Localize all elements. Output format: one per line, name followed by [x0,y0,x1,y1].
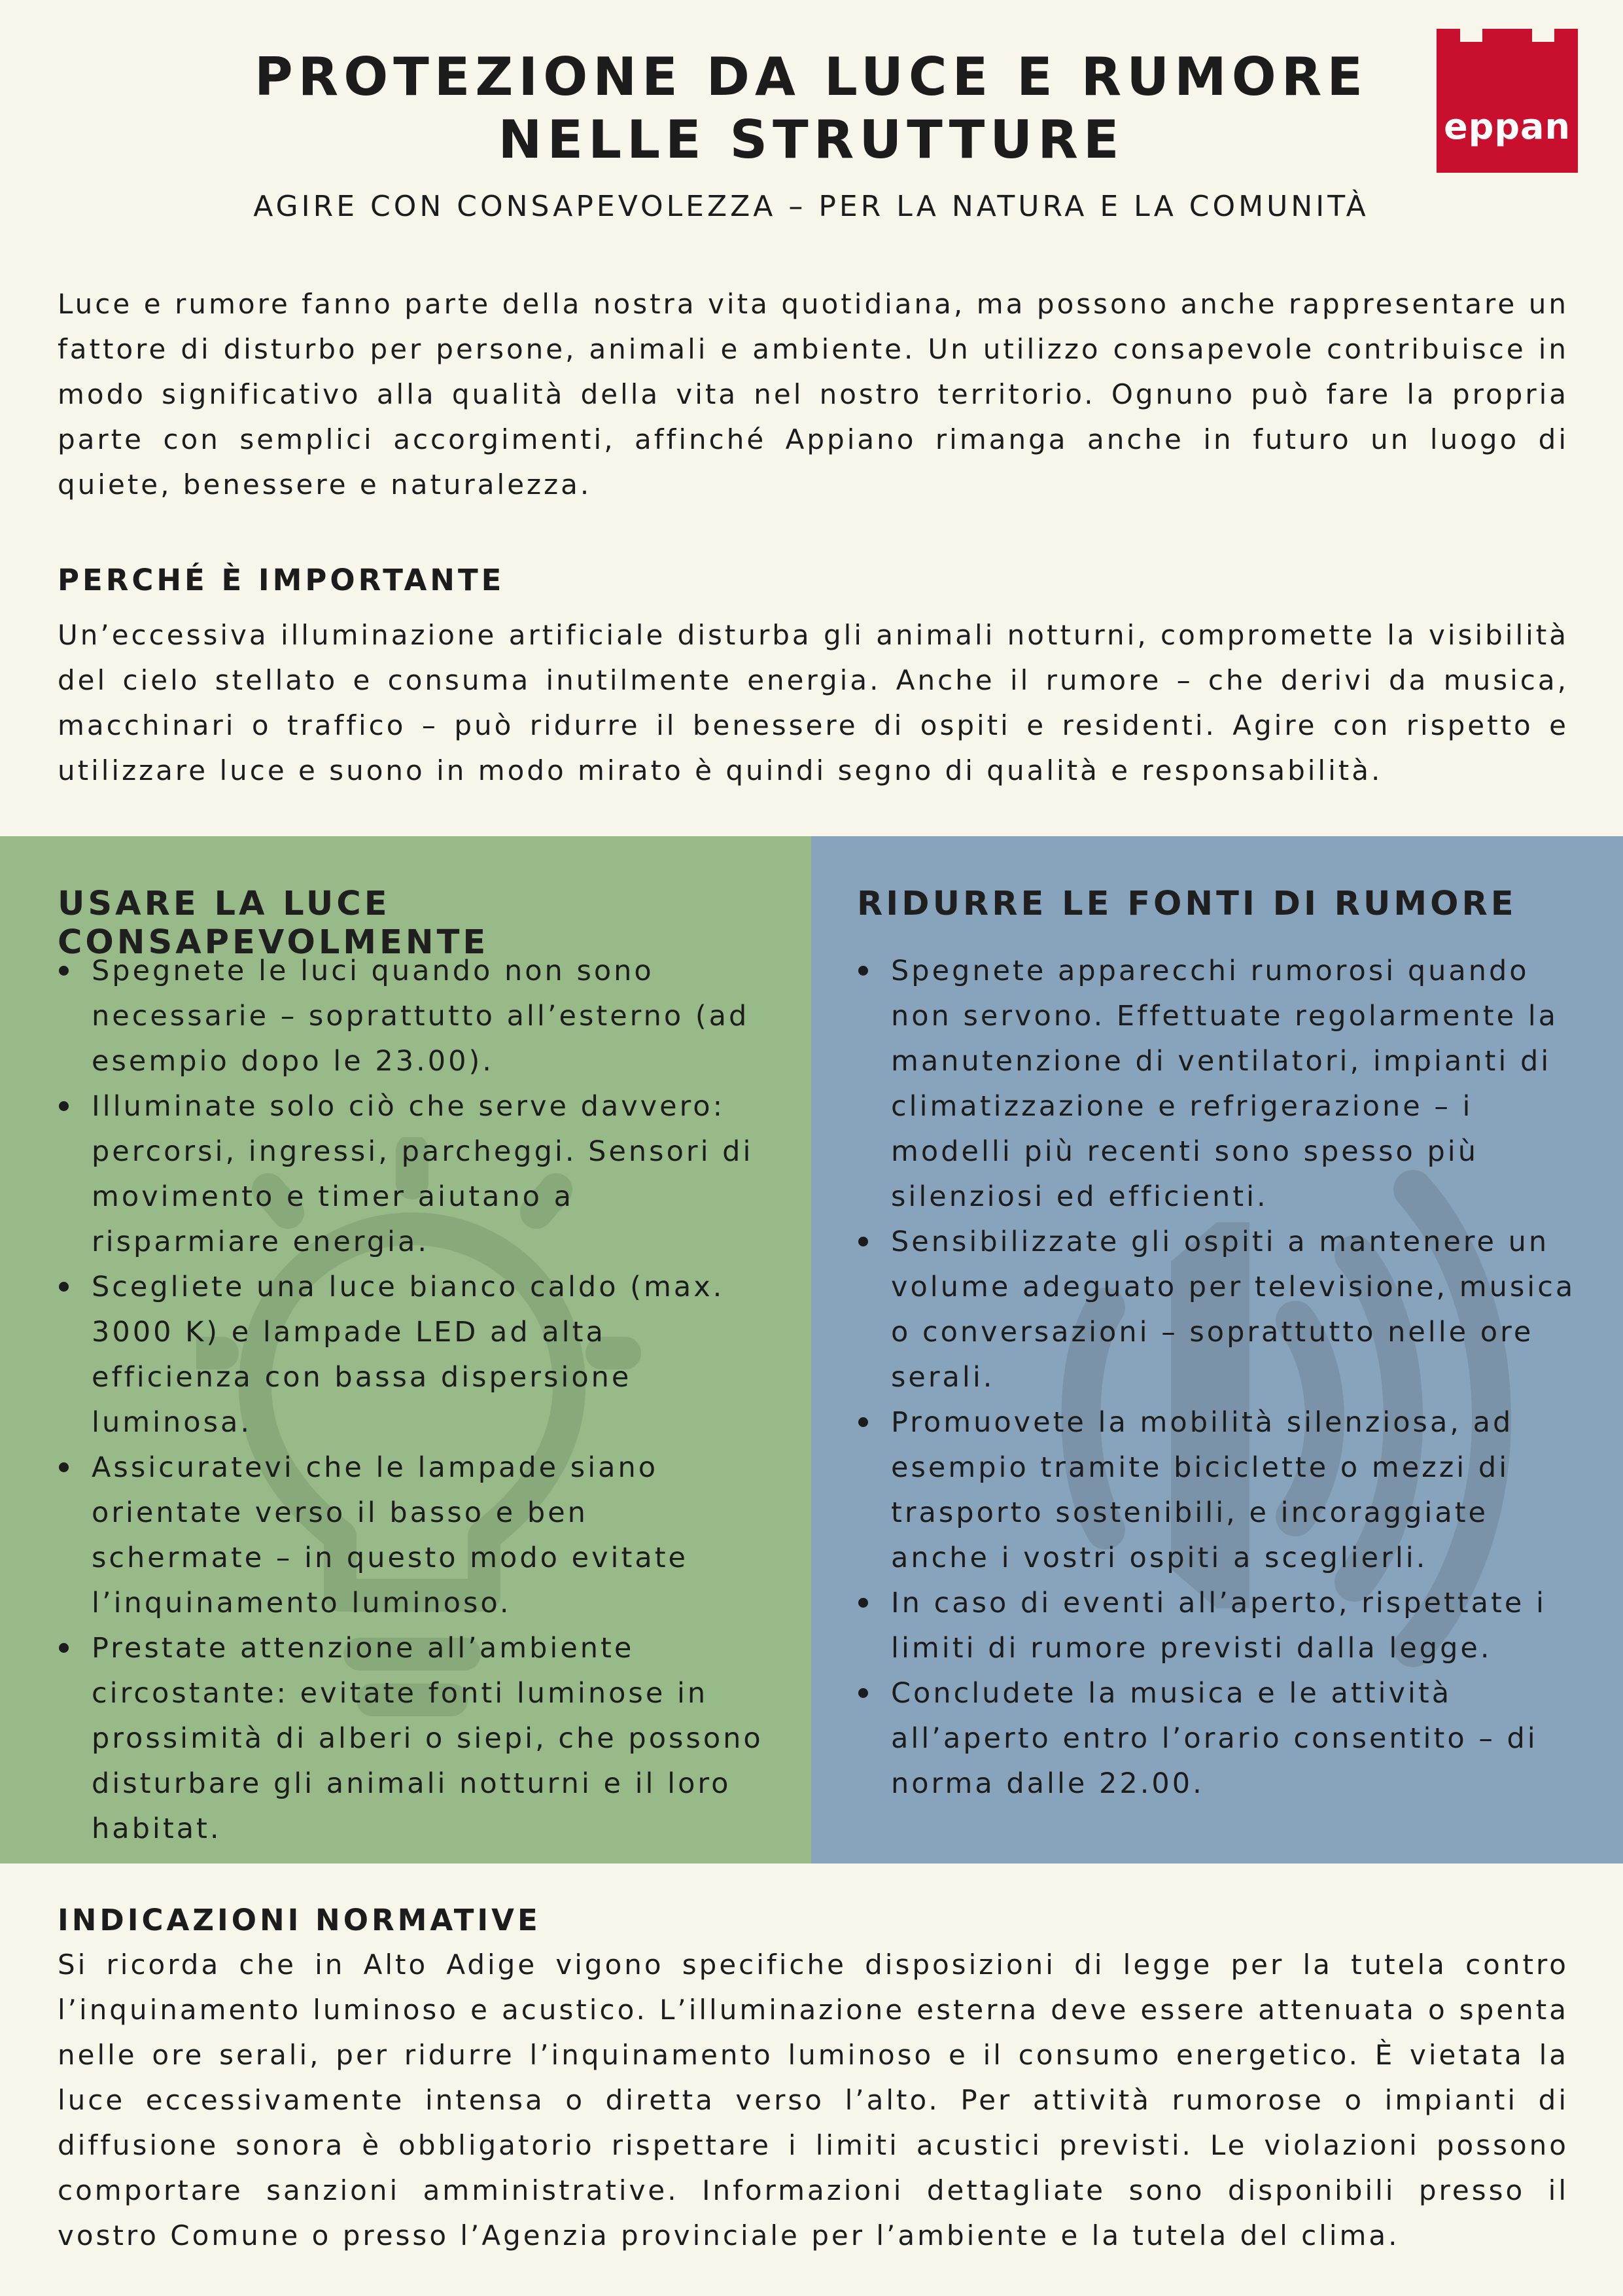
page-title [196,46,1426,171]
importance-paragraph: Un’eccessiva illuminazione artificiale disturba gli animali notturni, compromette la visibilità del cielo stellato e consuma inutilmente energia. Anche il rumore – che derivi da musica, macchinari o traffico – può ridurre il benessere di ospiti e residenti. Agire con rispetto e utilizzare luce e suono in modo mirato è quindi segno di qualità e responsabilità. [58,619,1569,786]
subtitle: AGIRE CON CONSAPEVOLEZZA – PER LA NATURA E LA COMUNITÀ [253,190,1369,223]
list-item: Sensibilizzate gli ospiti a mantenere un volume adeguato per televisione, musica o conversazioni – soprattutto nelle ore serali. [857,1220,1583,1400]
importance-heading: PERCHÉ È IMPORTANTE [58,563,505,597]
list-item: Promuovete la mobilità silenziosa, ad esempio tramite biciclette o mezzi di trasporto sostenibili, e incoraggiate anche i vostri ospiti a sceglierli. [857,1400,1583,1581]
noise-heading: RIDURRE LE FONTI DI RUMORE [857,885,1517,923]
castle-tower-icon [1437,29,1578,173]
list-item: Spegnete le luci quando non sono necessarie – soprattutto all’esterno (ad esempio dopo le 23.00). [58,949,764,1084]
noise-section [811,836,1623,1863]
intro-paragraph: Luce e rumore fanno parte della nostra vita quotidiana, ma possono anche rappresentare un fattore di disturbo per persone, animali e ambiente. Un utilizzo consapevole contribuisce in modo significativo alla qualità della vita nel nostro territorio. Ognuno può fare la propria parte con semplici accorgimenti, affinché Appiano rimanga anche in futuro un luogo di quiete, benessere e naturalezza. [58,288,1569,501]
eppan-logo [1437,29,1578,173]
regulations-heading: INDICAZIONI NORMATIVE [58,1903,541,1937]
list-item: Concludete la musica e le attività all’aperto entro l’orario consentito – di norma dalle 22.00. [857,1671,1583,1807]
light-tips-list [58,949,764,1852]
list-item: Scegliete una luce bianco caldo (max. 3000 K) e lampade LED ad alta efficienza con bassa dispersione luminosa. [58,1265,764,1445]
regulations-paragraph: Si ricorda che in Alto Adige vigono specifiche disposizioni di legge per la tutela contro l’inquinamento luminoso e acustico. L’illuminazione esterna deve essere attenuata o spenta nelle ore serali, per ridurre l’inquinamento luminoso e il consumo energetico. È vietata la luce eccessivamente intensa o diretta verso l’alto. Per attività rumorose o impianti di diffusione sonora è obbligatorio rispettare i limiti acustici previsti. Le violazioni possono comportare sanzioni amministrative. Informazioni dettagliate sono disponibili presso il vostro Comune o presso l’Agenzia provinciale per l’ambiente e la tutela del clima. [58,1949,1569,2252]
list-item: In caso di eventi all’aperto, rispettate i limiti di rumore previsti dalla legge. [857,1581,1583,1671]
noise-tips-list [857,949,1583,1807]
light-section [0,836,811,1863]
list-item: Illuminate solo ciò che serve davvero: percorsi, ingressi, parcheggi. Sensori di movimento e timer aiutano a risparmiare energia. [58,1084,764,1265]
list-item: Assicuratevi che le lampade siano orientate verso il basso e ben schermate – in questo modo evitate l’inquinamento luminoso. [58,1445,764,1626]
list-item: Prestate attenzione all’ambiente circostante: evitate fonti luminose in prossimità di alberi o siepi, che possono disturbare gli animali notturni e il loro habitat. [58,1626,764,1852]
light-heading: USARE LA LUCE CONSAPEVOLMENTE [58,885,489,962]
logo-text: eppan [1444,106,1571,147]
title-line-1: PROTEZIONE DA LUCE E RUMORE [254,46,1369,107]
list-item: Spegnete apparecchi rumorosi quando non servono. Effettuate regolarmente la manutenzione di ventilatori, impianti di climatizzazione e refrigerazione – i modelli più recenti sono spesso più silenziosi ed efficienti. [857,949,1583,1220]
title-line-2: NELLE STRUTTURE [498,109,1125,170]
